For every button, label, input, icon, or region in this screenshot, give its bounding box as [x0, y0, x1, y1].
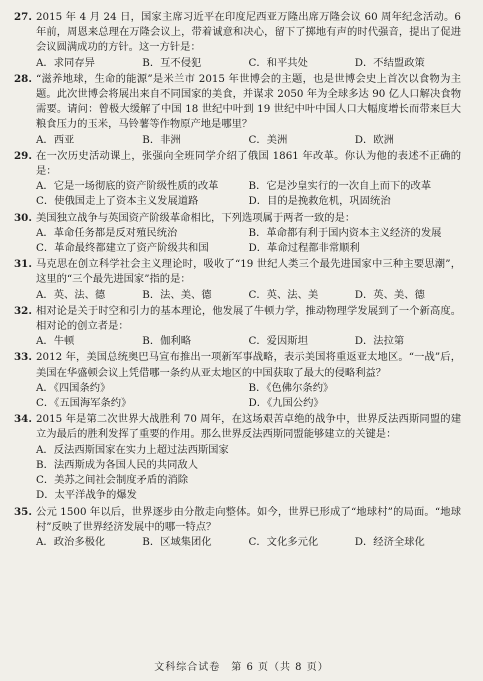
options	[14, 334, 461, 349]
question-number: 34.	[14, 413, 32, 426]
question-number: 31.	[14, 258, 32, 271]
option-c: C．和平共处	[248, 56, 308, 69]
question-27	[14, 10, 461, 71]
question-35	[14, 505, 461, 551]
options	[14, 226, 461, 256]
question-number: 32.	[14, 304, 32, 317]
option-c: C．英、法、美	[248, 288, 319, 301]
question-text: 公元 1500 年以后，世界逐步由分散走向整体。如今，世界已形成了“地球村”的局面。“地球村”反映了世界经济发展中的哪一特点？	[36, 505, 461, 533]
option-a: A．英、法、德	[36, 288, 106, 301]
option-c: C．《五国海军条约》	[36, 397, 132, 410]
option-c: C．美洲	[248, 133, 288, 146]
option-d: D．《九国公约》	[248, 397, 324, 410]
question-33	[14, 350, 461, 411]
options	[14, 133, 461, 148]
option-d: D．太平洋战争的爆发	[36, 489, 137, 502]
question-text: 在一次历史活动课上，张强向全班同学介绍了俄国 1861 年改革。你认为他的表述不正确的是：	[36, 149, 461, 178]
question-number: 28.	[14, 72, 32, 85]
question-number: 29.	[14, 149, 32, 162]
option-b: B．法西斯成为各国人民的共同敌人	[36, 458, 199, 471]
option-c: C．文化多元化	[248, 535, 319, 548]
option-a: A．求同存异	[36, 56, 95, 69]
options	[14, 535, 461, 550]
question-number: 27.	[14, 11, 32, 23]
question-31	[14, 257, 461, 303]
option-a: A．它是一场彻底的资产阶级性质的改革	[36, 180, 219, 193]
option-b: B．革命都有利于国内资本主义经济的发展	[248, 226, 442, 239]
options	[14, 56, 461, 71]
option-d: D．法拉第	[354, 335, 405, 348]
option-d: D．欧洲	[354, 133, 394, 146]
page-footer: 文科综合试卷 第 6 页（共 8 页）	[154, 662, 329, 673]
question-32	[14, 304, 461, 350]
question-number: 30.	[14, 211, 32, 224]
option-c: C．使俄国走上了资本主义发展道路	[36, 195, 199, 208]
option-c: C．美苏之间社会制度矛盾的消除	[36, 474, 189, 487]
question-34	[14, 412, 461, 503]
option-c: C．革命最终都建立了资产阶级共和国	[36, 242, 209, 255]
option-b: B．《色佛尔条约》	[248, 381, 334, 394]
option-b: B．伽利略	[142, 335, 192, 348]
option-b: B．非洲	[142, 133, 181, 146]
question-number: 35.	[14, 505, 32, 518]
options	[14, 443, 461, 504]
option-a: A．西亚	[36, 133, 75, 146]
question-29	[14, 149, 461, 210]
option-d: D．目的是挽救危机，巩固统治	[248, 195, 391, 208]
option-d: D．英、美、德	[354, 288, 425, 301]
option-a: A．牛顿	[36, 335, 75, 348]
option-d: D．革命过程都非常顺利	[248, 242, 360, 255]
question-text: 2015 年 4 月 24 日，国家主席习近平在印度尼西亚万隆出席万隆会议 60 周年纪念活动。6 年前，周恩来总理在万隆会议上，带着诚意和决心，留下了掷地有声的时代强音，提出了促进会议圆满成功的方针。这一方针是：	[36, 11, 461, 54]
options	[14, 288, 461, 303]
option-b: B．它是沙皇实行的一次自上而下的改革	[248, 180, 432, 193]
option-b: B．互不侵犯	[142, 56, 202, 69]
question-text: 马克思在创立科学社会主义理论时，吸收了“19 世纪人类三个最先进国家中三种主要思潮”，这里的“三个最先进国家”指的是：	[36, 258, 461, 286]
options	[14, 381, 461, 411]
question-text: 相对论是关于时空和引力的基本理论，他发展了牛顿力学，推动物理学发展到了一个新高度。相对论的创立者是：	[36, 304, 461, 333]
question-30	[14, 211, 461, 257]
question-28	[14, 72, 461, 148]
question-text: 2015 年是第二次世界大战胜利 70 周年，在这场艰苦卓绝的战争中，世界反法西斯同盟的建立为最后的胜利发挥了重要的作用。那么世界反法西斯同盟能够建立的关键是：	[36, 413, 461, 441]
option-a: A．政治多极化	[36, 535, 106, 548]
question-text: “滋养地球，生命的能源”是米兰市 2015 年世博会的主题，也是世博会史上首次以食物为主题。此次世博会将展出来自不同国家的美食，并谋求 2050 年为全球多达 90 亿人口解决食物需要。请问：曾极大缓解了中国 18 世纪中叶到 19 世纪中叶中国人口大幅度增长而带来巨大粮食压力的玉米，马铃薯等作物原产地是哪里？	[36, 72, 461, 131]
question-text: 2012 年，美国总统奥巴马宣布推出一项新军事战略，表示美国将重返亚太地区。“一战”后，美国在华盛顿会议上凭借哪一条约从亚太地区的中国获取了最大的侵略利益？	[36, 351, 461, 379]
question-number: 33.	[14, 351, 32, 364]
option-d: D．不结盟政策	[354, 56, 425, 69]
option-a: A．《四国条约》	[36, 381, 111, 394]
option-b: B．法、美、德	[142, 288, 212, 301]
option-a: A．革命任务都是反对殖民统治	[36, 226, 178, 239]
question-text: 美国独立战争与英国资产阶级革命相比，下列选项属于两者一致的是：	[36, 211, 356, 224]
options	[14, 179, 461, 209]
option-b: B．区域集团化	[142, 535, 212, 548]
option-a: A．反法西斯国家在实力上超过法西斯国家	[36, 443, 229, 456]
option-c: C．爱因斯坦	[248, 335, 308, 348]
option-d: D．经济全球化	[354, 535, 425, 548]
